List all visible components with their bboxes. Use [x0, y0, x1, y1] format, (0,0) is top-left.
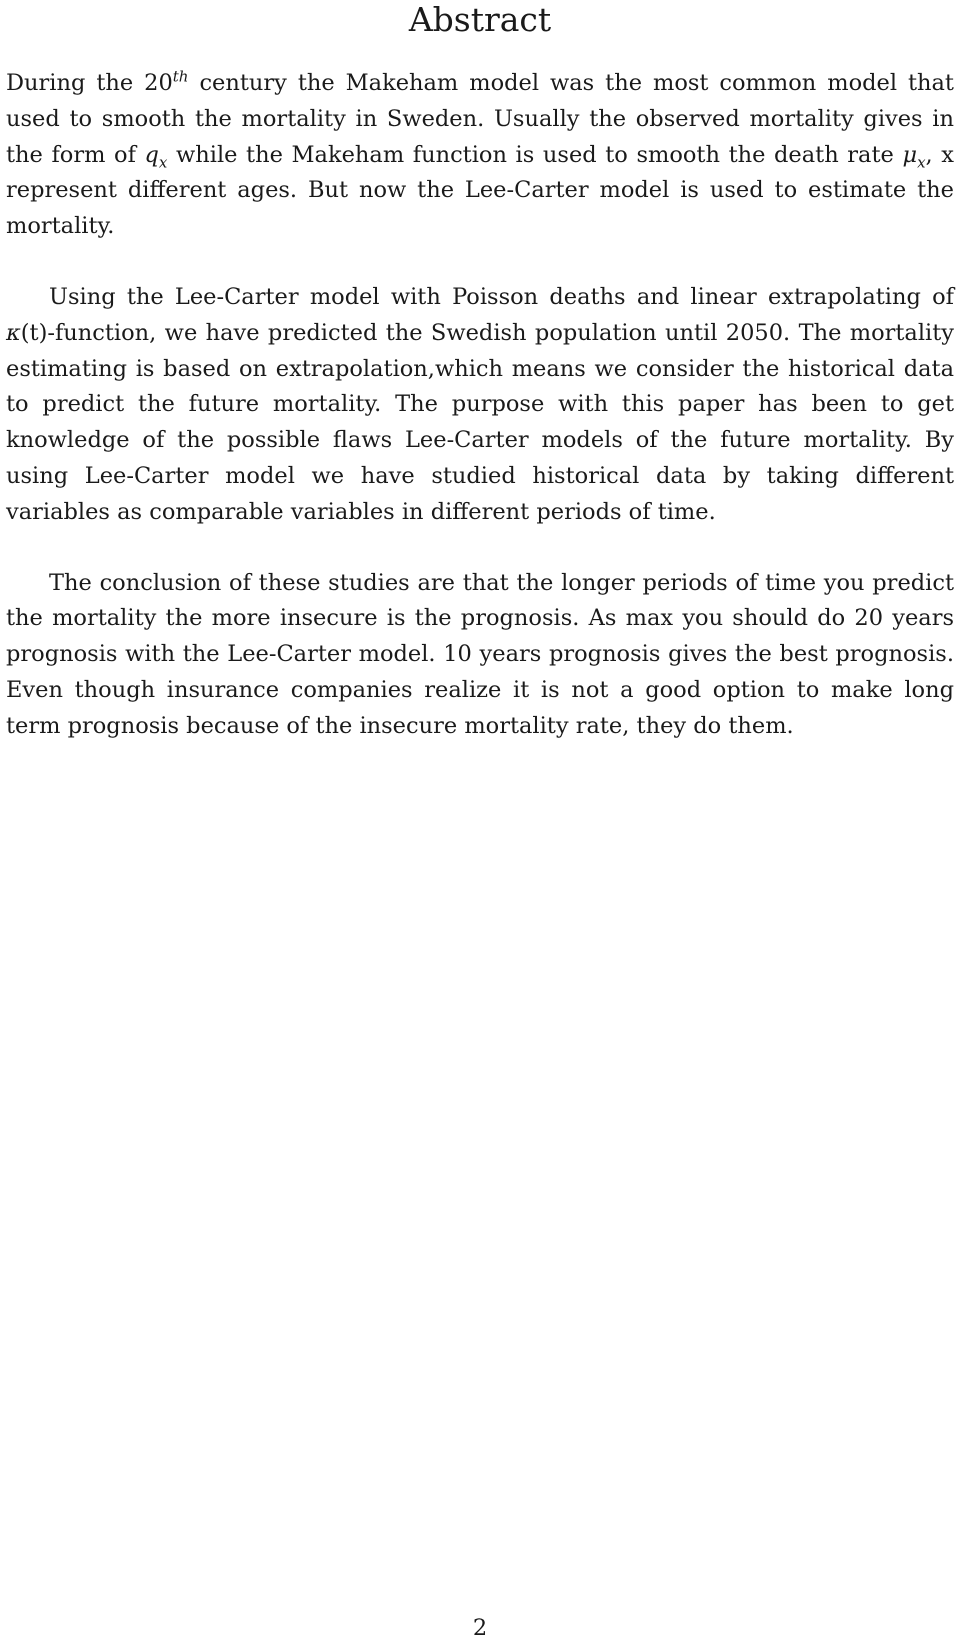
p1-superscript-th: th — [172, 67, 189, 86]
abstract-heading: Abstract — [408, 0, 552, 39]
math-q-subscript: x — [158, 153, 168, 172]
math-q: q — [144, 141, 159, 168]
abstract-paragraph-2 — [6, 280, 954, 531]
p1-text-b: century the Makeham model was the most common model that used to smooth the mortality in Sweden. Usually the observed mortality gives in the form of — [6, 70, 954, 168]
math-kappa: κ — [6, 319, 21, 346]
p2-text-b: -function, we have predicted the Swedish population until 2050. The mortality estimating is based on extrapolation,which means we consider the historical data to predict the future mortality. The purpose with this paper has been to get knowledge of the possible flaws Lee-Carter models of the future mortality. By using Lee-Carter model we have studied historical data by taking different variables as comparable variables in different periods of time. — [6, 319, 954, 525]
p2-text-a: Using the Lee-Carter model with Poisson deaths and linear extrapolating of — [49, 283, 954, 310]
math-mu-subscript: x — [917, 153, 926, 172]
p1-text-c: while the Makeham function is used to smooth the death rate — [167, 141, 903, 168]
p1-text-d: , x represent different ages. But now the Lee-Carter model is used to estimate the mortality. — [6, 141, 954, 240]
abstract-body — [6, 66, 954, 780]
math-kappa-argument: (t) — [20, 319, 48, 346]
p1-text-a: During the 20 — [6, 70, 173, 96]
page-number: 2 — [472, 1615, 488, 1641]
abstract-paragraph-3: The conclusion of these studies are that the longer periods of time you predict the mortality the more insecure is the prognosis. As max you should do 20 years prognosis with the Lee-Carter model. 10 years prognosis gives the best prognosis. Even though insurance companies realize it is not a good option to make long term prognosis because of the insecure mortality rate, they do them. — [6, 569, 954, 739]
abstract-paragraph-1 — [6, 66, 954, 245]
math-mu: μ — [902, 141, 918, 168]
